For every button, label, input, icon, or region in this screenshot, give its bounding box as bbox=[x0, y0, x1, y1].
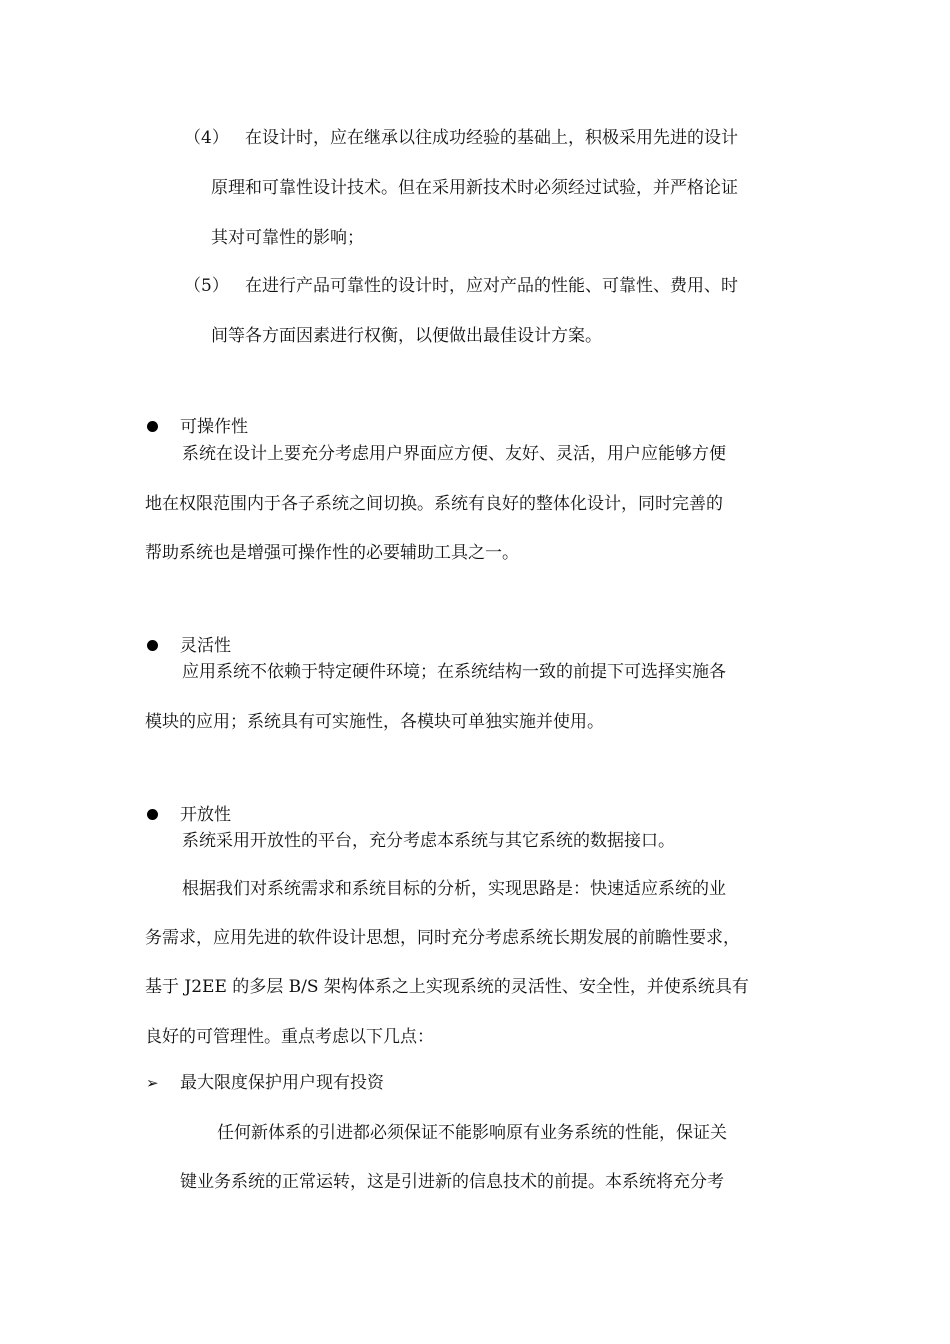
item-number: （5） bbox=[184, 276, 229, 296]
item-text-line: 原理和可靠性设计技术。但在采用新技术时必须经过试验，并严格论证 bbox=[211, 178, 738, 198]
paragraph-line: 务需求，应用先进的软件设计思想，同时充分考虑系统长期发展的前瞻性要求， bbox=[145, 928, 740, 948]
point-heading: 最大限度保护用户现有投资 bbox=[180, 1073, 384, 1093]
paragraph-line: 任何新体系的引进都必须保证不能影响原有业务系统的性能，保证关 bbox=[217, 1123, 727, 1143]
item-text-line: 在设计时，应在继承以往成功经验的基础上，积极采用先进的设计 bbox=[245, 128, 738, 148]
item-text-line: 在进行产品可靠性的设计时，应对产品的性能、可靠性、费用、时 bbox=[245, 276, 738, 296]
section-heading: 开放性 bbox=[180, 805, 231, 825]
bullet-dot-icon bbox=[147, 421, 158, 432]
bullet-dot-icon bbox=[147, 640, 158, 651]
item-text-line: 间等各方面因素进行权衡，以便做出最佳设计方案。 bbox=[211, 326, 602, 346]
section-heading: 可操作性 bbox=[180, 417, 248, 437]
paragraph-line: 根据我们对系统需求和系统目标的分析，实现思路是：快速适应系统的业 bbox=[182, 879, 726, 899]
arrow-bullet-icon: ➢ bbox=[146, 1074, 159, 1092]
paragraph-line: 模块的应用；系统具有可实施性，各模块可单独实施并使用。 bbox=[145, 712, 604, 732]
paragraph-line: 地在权限范围内于各子系统之间切换。系统有良好的整体化设计，同时完善的 bbox=[145, 494, 723, 514]
section-heading: 灵活性 bbox=[180, 636, 231, 656]
paragraph-line: 系统在设计上要充分考虑用户界面应方便、友好、灵活，用户应能够方便 bbox=[182, 444, 726, 464]
paragraph-line: 基于 J2EE 的多层 B/S 架构体系之上实现系统的灵活性、安全性，并使系统具有 bbox=[145, 977, 749, 997]
bullet-dot-icon bbox=[147, 809, 158, 820]
paragraph-line: 应用系统不依赖于特定硬件环境；在系统结构一致的前提下可选择实施各 bbox=[182, 662, 726, 682]
paragraph-line: 帮助系统也是增强可操作性的必要辅助工具之一。 bbox=[145, 543, 519, 563]
paragraph-line: 系统采用开放性的平台，充分考虑本系统与其它系统的数据接口。 bbox=[182, 831, 675, 851]
item-text-line: 其对可靠性的影响； bbox=[211, 228, 364, 248]
paragraph-line: 良好的可管理性。重点考虑以下几点： bbox=[145, 1027, 434, 1047]
item-number: （4） bbox=[184, 128, 229, 148]
paragraph-line: 键业务系统的正常运转，这是引进新的信息技术的前提。本系统将充分考 bbox=[180, 1172, 724, 1192]
